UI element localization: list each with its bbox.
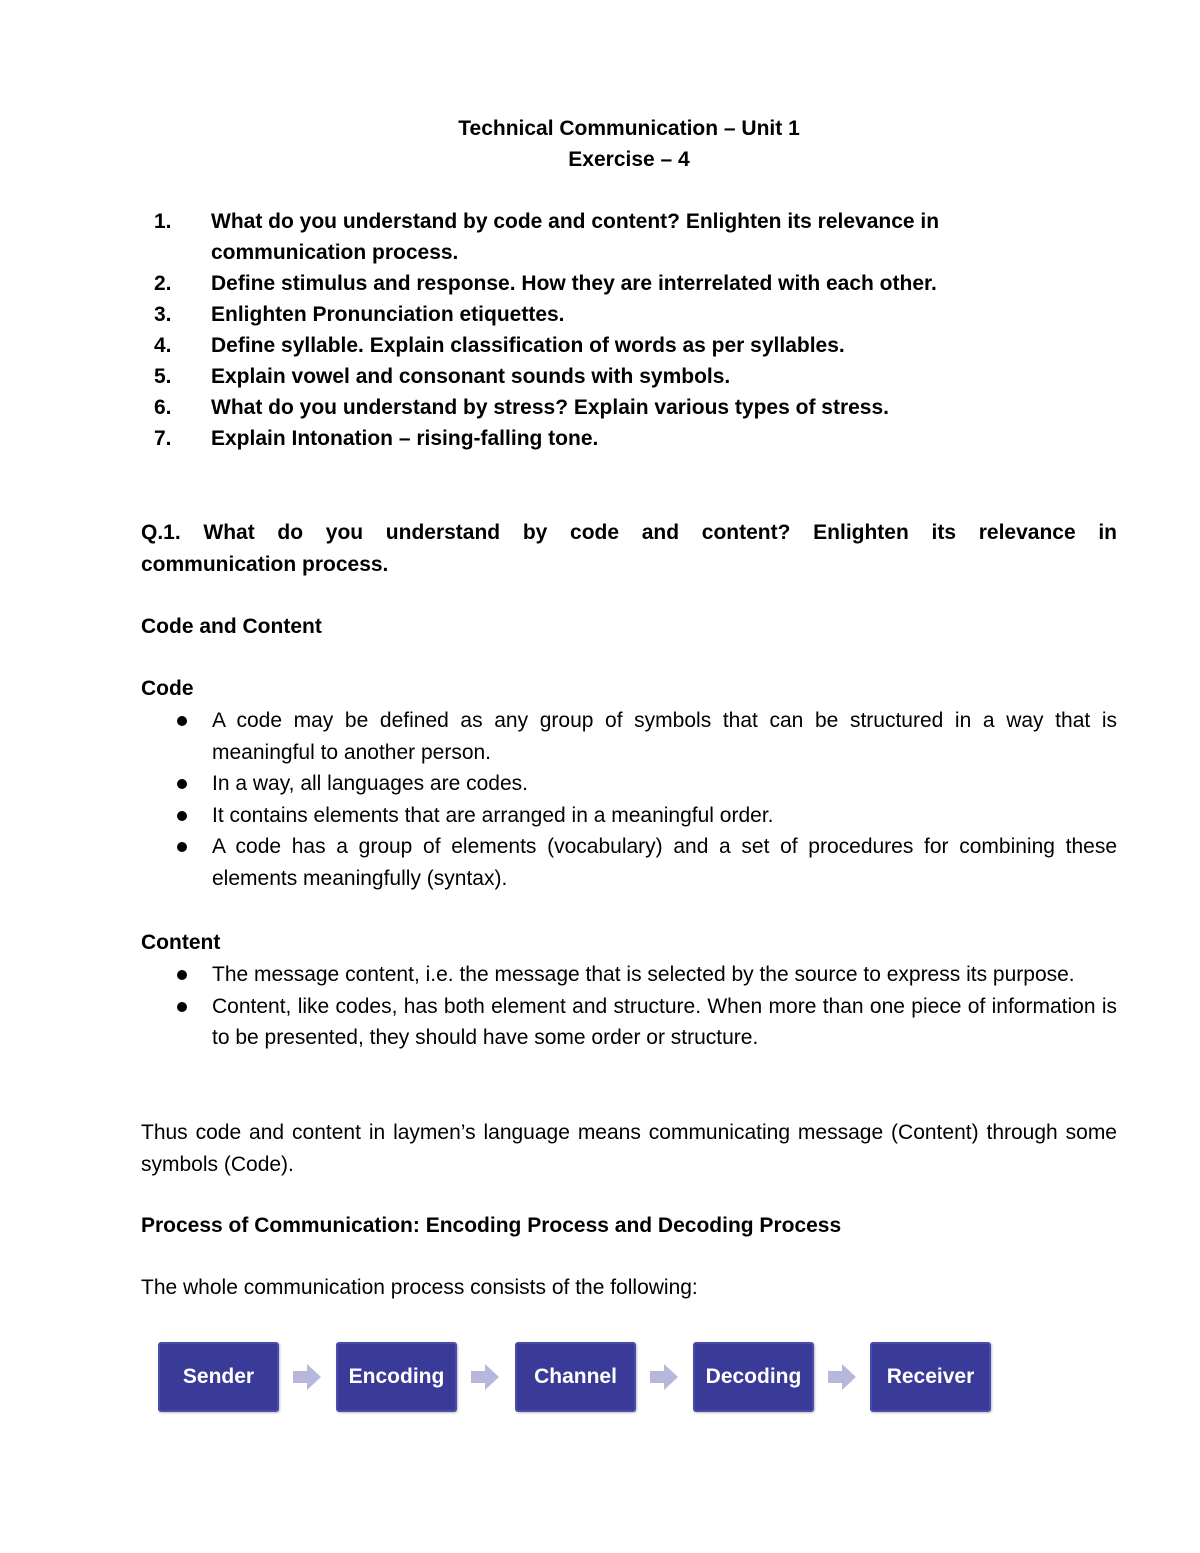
- arrow-right-icon: [828, 1364, 856, 1390]
- question-number: 2.: [154, 272, 172, 295]
- question-text: What do you understand by stress? Explain various types of stress.: [211, 396, 889, 419]
- question-number: 7.: [154, 427, 172, 450]
- question-text: Enlighten Pronunciation etiquettes.: [211, 303, 565, 326]
- process-intro: The whole communication process consists of the following:: [141, 1276, 698, 1299]
- bullet-icon: [177, 811, 187, 821]
- list-item: [141, 959, 1117, 991]
- content-heading: Content: [141, 931, 221, 954]
- question-text: Explain vowel and consonant sounds with symbols.: [211, 365, 731, 388]
- question-item: [154, 361, 1054, 392]
- bullet-text: A code has a group of elements (vocabulary) and a set of procedures for combining these elements meaningfully (syntax).: [212, 835, 1117, 890]
- bullet-text: Content, like codes, has both element and structure. When more than one piece of information is to be presented, they should have some order or structure.: [212, 994, 1117, 1049]
- section-heading: Code and Content: [141, 615, 322, 638]
- communication-flow-diagram: [158, 1342, 998, 1412]
- question-item: [154, 299, 1054, 330]
- content-bullet-list: [141, 959, 1117, 1054]
- question-item: [154, 423, 1054, 454]
- bullet-icon: [177, 970, 187, 980]
- list-item: [141, 768, 1117, 800]
- flow-step-channel: Channel: [515, 1342, 636, 1412]
- arrow-right-icon: [471, 1364, 499, 1390]
- flow-step-decoding: Decoding: [693, 1342, 814, 1412]
- question-number: 3.: [154, 303, 172, 326]
- document-title: Technical Communication – Unit 1: [458, 117, 800, 140]
- list-item: [141, 991, 1117, 1054]
- question-item: [154, 206, 1054, 268]
- question-item: [154, 330, 1054, 361]
- arrow-right-icon: [293, 1364, 321, 1390]
- answer-question-line1: Q.1. What do you understand by code and content? Enlighten its relevance in: [141, 521, 1117, 544]
- code-heading: Code: [141, 677, 194, 700]
- summary-paragraph: Thus code and content in laymen’s language means communicating message (Content) through some symbols (Code).: [141, 1121, 1117, 1176]
- bullet-text: A code may be defined as any group of symbols that can be structured in a way that is meaningful to another person.: [212, 709, 1117, 764]
- question-item: [154, 392, 1054, 423]
- flow-step-receiver: Receiver: [870, 1342, 991, 1412]
- bullet-text: It contains elements that are arranged in a meaningful order.: [212, 803, 774, 827]
- code-bullet-list: [141, 705, 1117, 894]
- process-heading: Process of Communication: Encoding Process and Decoding Process: [141, 1214, 842, 1237]
- list-item: [141, 831, 1117, 894]
- question-text: Define stimulus and response. How they are interrelated with each other.: [211, 272, 937, 295]
- flow-step-sender: Sender: [158, 1342, 279, 1412]
- question-number: 6.: [154, 396, 172, 419]
- bullet-text: In a way, all languages are codes.: [212, 772, 528, 795]
- document-subtitle: Exercise – 4: [568, 148, 690, 171]
- flow-step-encoding: Encoding: [336, 1342, 457, 1412]
- question-text: Explain Intonation – rising-falling tone.: [211, 427, 599, 450]
- bullet-icon: [177, 1002, 187, 1012]
- list-item: [141, 800, 1117, 832]
- question-number: 1.: [154, 210, 172, 233]
- question-text: What do you understand by code and content? Enlighten its relevance in communication process.: [211, 210, 940, 264]
- bullet-icon: [177, 779, 187, 789]
- bullet-icon: [177, 716, 187, 726]
- bullet-icon: [177, 842, 187, 852]
- answer-question-line2: communication process.: [141, 552, 389, 576]
- question-number: 4.: [154, 334, 172, 357]
- answer-question: [141, 517, 1117, 580]
- list-item: [141, 705, 1117, 768]
- question-number: 5.: [154, 365, 172, 388]
- bullet-text: The message content, i.e. the message that is selected by the source to express its purpose.: [212, 963, 1075, 986]
- arrow-right-icon: [650, 1364, 678, 1390]
- question-list: [154, 206, 1054, 454]
- question-item: [154, 268, 1054, 299]
- question-text: Define syllable. Explain classification of words as per syllables.: [211, 334, 845, 357]
